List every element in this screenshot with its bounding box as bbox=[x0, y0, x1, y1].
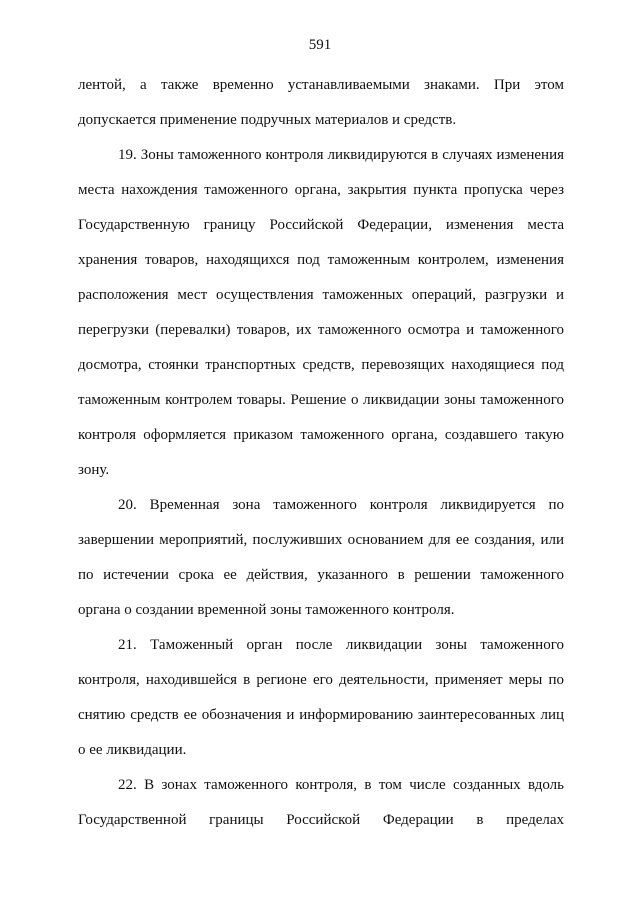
text-line: органа о создании временной зоны таможенного контроля. bbox=[78, 602, 455, 618]
paragraph-20-first-line: 20. Временная зона таможенного контроля ликвидируется по bbox=[118, 497, 564, 513]
text-line: хранения товаров, находящихся под таможенным контролем, изменения bbox=[78, 252, 564, 268]
text-line: досмотра, стоянки транспортных средств, перевозящих находящиеся под bbox=[78, 357, 564, 373]
text-line: Государственную границу Российской Федерации, изменения места bbox=[78, 217, 564, 233]
text-line: снятию средств ее обозначения и информированию заинтересованных лиц bbox=[78, 707, 564, 723]
paragraph-22-first-line: 22. В зонах таможенного контроля, в том числе созданных вдоль bbox=[118, 777, 564, 793]
text-line: контроля оформляется приказом таможенного органа, создавшего такую bbox=[78, 427, 564, 443]
text-line: таможенным контролем товары. Решение о ликвидации зоны таможенного bbox=[78, 392, 564, 408]
text-line: о ее ликвидации. bbox=[78, 742, 187, 758]
page-number: 591 bbox=[308, 37, 332, 53]
text-line: по истечении срока ее действия, указанного в решении таможенного bbox=[78, 567, 564, 583]
text-line: места нахождения таможенного органа, закрытия пункта пропуска через bbox=[78, 182, 564, 198]
text-line: лентой, а также временно устанавливаемыми знаками. При этом bbox=[78, 77, 564, 93]
text-line: допускается применение подручных материалов и средств. bbox=[78, 112, 457, 128]
paragraph-21-first-line: 21. Таможенный орган после ликвидации зоны таможенного bbox=[118, 637, 564, 653]
text-line: расположения мест осуществления таможенных операций, разгрузки и bbox=[78, 287, 564, 303]
text-line: завершении мероприятий, послуживших основанием для ее создания, или bbox=[78, 532, 564, 548]
text-line: Государственной границы Российской Федерации в пределах bbox=[78, 812, 564, 828]
paragraph-19-first-line: 19. Зоны таможенного контроля ликвидируются в случаях изменения bbox=[118, 147, 564, 163]
text-line: перегрузки (перевалки) товаров, их таможенного осмотра и таможенного bbox=[78, 322, 564, 338]
text-line: контроля, находившейся в регионе его деятельности, применяет меры по bbox=[78, 672, 564, 688]
text-line: зону. bbox=[78, 462, 110, 478]
